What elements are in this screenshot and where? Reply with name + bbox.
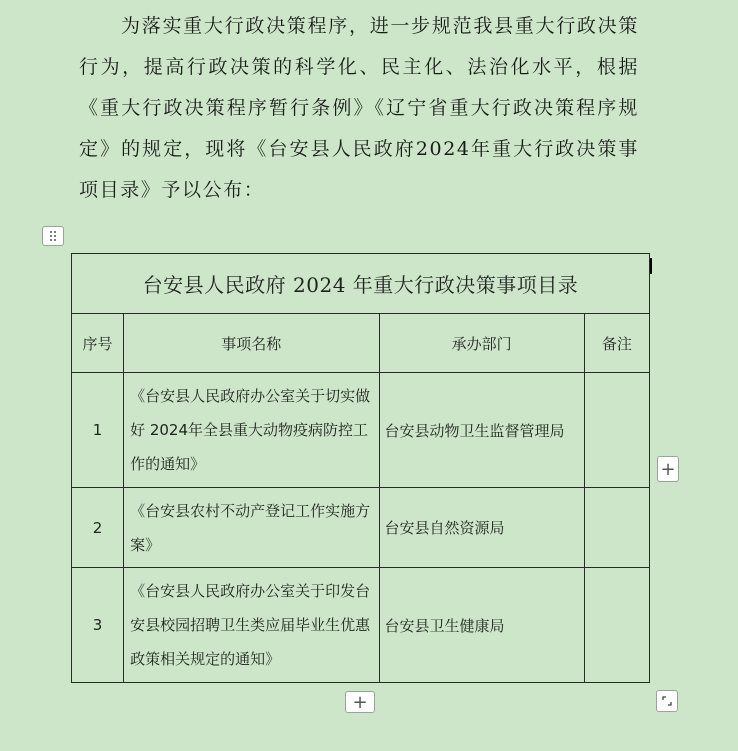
table-move-handle[interactable]	[42, 226, 64, 246]
header-item-name: 事项名称	[124, 314, 379, 373]
table-resize-handle[interactable]	[656, 690, 678, 712]
row-item-name: 《台安县农村不动产登记工作实施方案》	[124, 488, 379, 568]
add-row-button[interactable]	[345, 691, 375, 713]
row-item-name: 《台安县人民政府办公室关于印发台安县校园招聘卫生类应届毕业生优惠政策相关规定的通知》	[124, 568, 379, 683]
plus-icon: +	[352, 691, 368, 713]
row-note	[584, 488, 649, 568]
row-note	[584, 568, 649, 683]
table-row	[72, 373, 650, 488]
row-seq: 2	[72, 488, 124, 568]
table-header-row	[72, 314, 650, 373]
header-seq: 序号	[72, 314, 124, 373]
row-seq: 1	[72, 373, 124, 488]
table-row	[72, 488, 650, 568]
row-department: 台安县自然资源局	[379, 488, 584, 568]
header-note: 备注	[584, 314, 649, 373]
drag-grid-icon	[48, 230, 58, 242]
row-seq: 3	[72, 568, 124, 683]
table-title: 台安县人民政府 2024 年重大行政决策事项目录	[72, 254, 650, 314]
row-item-name: 《台安县人民政府办公室关于切实做好 2024年全县重大动物疫病防控工作的通知》	[124, 373, 379, 488]
table-row	[72, 568, 650, 683]
row-department: 台安县动物卫生监督管理局	[379, 373, 584, 488]
header-department: 承办部门	[379, 314, 584, 373]
intro-paragraph: 为落实重大行政决策程序，进一步规范我县重大行政决策行为，提高行政决策的科学化、民主化、法治化水平，根据《重大行政决策程序暂行条例》《辽宁省重大行政决策程序规定》的规定，现将《台安县人民政府2024年重大行政决策事项目录》予以公布：	[79, 15, 639, 201]
decision-items-table	[71, 253, 650, 683]
plus-icon: +	[660, 458, 676, 480]
row-note	[584, 373, 649, 488]
add-column-button[interactable]	[657, 456, 679, 482]
row-department: 台安县卫生健康局	[379, 568, 584, 683]
corner-resize-icon	[661, 695, 673, 707]
